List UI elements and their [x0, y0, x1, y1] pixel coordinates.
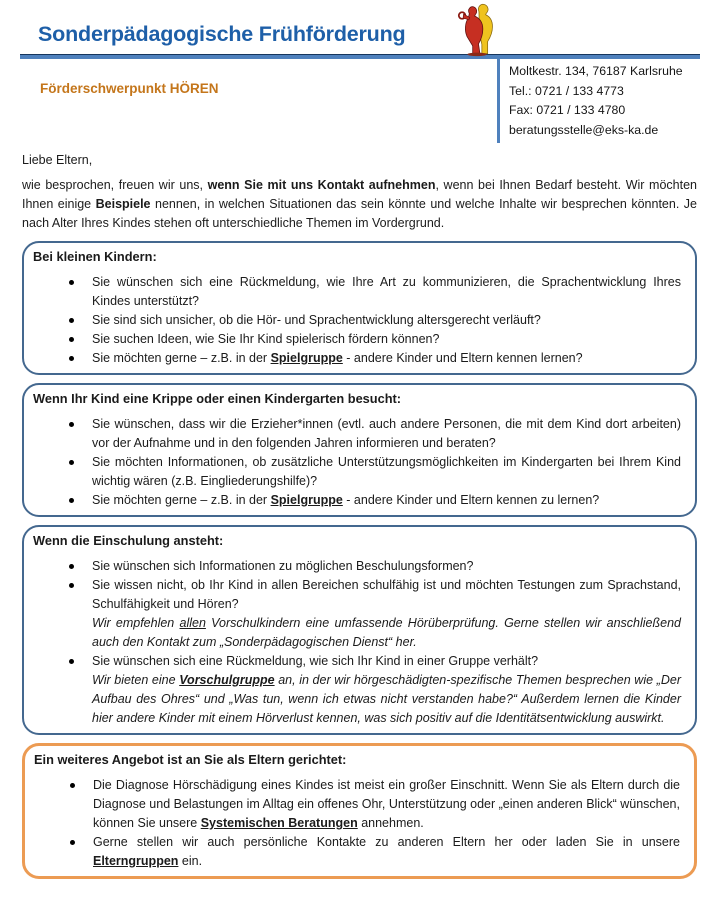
list-item: [67, 330, 681, 349]
letterhead: [0, 0, 710, 145]
section-title: Wenn Ihr Kind eine Krippe oder einen Kindergarten besucht:: [33, 391, 402, 406]
header-sub-row: [0, 59, 710, 145]
bullet-list: [33, 415, 683, 510]
bullet-paragraph: [92, 349, 681, 368]
bullet-paragraph: [92, 453, 681, 491]
text-run: Spielgruppe: [270, 351, 343, 365]
text-run: Sie wünschen sich eine Rückmeldung, wie sich Ihr Kind in einer Gruppe verhält?: [92, 654, 539, 668]
bullet-list: [33, 273, 683, 368]
contact-block: [497, 59, 710, 143]
section-title: Ein weiteres Angebot ist an Sie als Eltern gerichtet:: [34, 752, 347, 767]
salutation: Liebe Eltern,: [22, 153, 93, 167]
contact-tel: Tel.: 0721 / 133 4773: [509, 83, 624, 98]
text-run: Sie möchten gerne – z.B. in der: [92, 351, 271, 365]
text-run: Sie möchten Informationen, ob zusätzliche Unterstützungsmöglichkeiten im Kindergarten bei Ihrem Kind wichtig wären (z.B. Eingliederungshilfe)?: [92, 455, 681, 488]
text-run: Sie suchen Ideen, wie Sie Ihr Kind spielerisch fördern können?: [92, 332, 440, 346]
bullet-icon: [69, 460, 74, 465]
list-item: [68, 776, 680, 833]
section-small-children: [22, 241, 697, 375]
text-run: Wir bieten eine: [92, 673, 180, 687]
bullet-paragraph: [92, 557, 681, 576]
school-logo-icon: [452, 3, 504, 57]
text-run: ein.: [178, 854, 203, 868]
list-item: [67, 557, 681, 576]
text-run: Die Diagnose Hörschädigung eines Kindes ist meist ein großer Einschnitt. Wenn Sie als Eltern durch die Diagnose und Belastungen im Alltag ein offenes Ohr, Unterstützung oder „einen anderen Blick“ wünschen, können Sie unsere: [93, 778, 680, 830]
bullet-paragraph: [93, 833, 680, 871]
list-item: [67, 652, 681, 728]
text-run: Sie wünschen sich eine Rückmeldung, wie Ihre Art zu kommunizieren, die Sprachentwicklung Ihres Kindes unterstützt?: [92, 275, 681, 308]
bullet-paragraph: [93, 776, 680, 833]
text-run: Sie sind sich unsicher, ob die Hör- und Sprachentwicklung altersgerecht verläuft?: [92, 313, 541, 327]
bullet-paragraph: [92, 311, 681, 330]
focus-subtitle: Förderschwerpunkt HÖREN: [40, 81, 219, 96]
intro-paragraph: [22, 176, 697, 233]
section-parents-offer: [22, 743, 697, 879]
list-item: [67, 415, 681, 453]
contact-email: beratungsstelle@eks-ka.de: [509, 122, 659, 137]
text-run: an, in der wir hörgeschädigten-spezifische Themen besprechen wie „Der Aufbau des Ohres“ und „Was tun, wenn ich etwas nicht verstanden habe?“ Außerdem lernen die Kinder hier andere Kinder mit einem Hörverlust kennen, was sich positiv auf die Identitätsentwicklung auswirkt.: [92, 673, 681, 725]
bullet-paragraph: [92, 491, 681, 510]
text-run: Systemischen Beratungen: [200, 816, 358, 830]
text-run: Sie möchten gerne – z.B. in der: [92, 493, 271, 507]
bullet-icon: [69, 318, 74, 323]
text-run: Sie wissen nicht, ob Ihr Kind in allen Bereichen schulfähig ist und möchten Testungen zum Sprachstand, Schulfähigkeit und Hören?: [92, 578, 681, 611]
text-run: annehmen.: [357, 816, 424, 830]
text-run: Vorschulgruppe: [179, 673, 275, 687]
bullet-list: [34, 776, 682, 871]
section-title: Wenn die Einschulung ansteht:: [33, 533, 224, 548]
text-run: - andere Kinder und Eltern kennen zu lernen?: [342, 493, 600, 507]
bullet-list: [33, 557, 683, 728]
text-run: Sie wünschen sich Informationen zu möglichen Beschulungsformen?: [92, 559, 474, 573]
bullet-icon: [69, 356, 74, 361]
text-run: Wir empfehlen: [92, 616, 180, 630]
text-run: , wenn bei Ihnen Bedarf besteht. Wir möchten Ihnen einige: [22, 178, 697, 211]
text-run: wie besprochen, freuen wir uns,: [22, 178, 208, 192]
letter-body: [0, 153, 710, 879]
bullet-paragraph: [92, 273, 681, 311]
bullet-icon: [70, 783, 75, 788]
text-run: - andere Kinder und Eltern kennen lernen?: [342, 351, 583, 365]
text-run: Vorschulkindern eine umfassende Hörüberprüfung. Gerne stellen wir anschließend auch den Kontakt zum „Sonderpädagogischen Dienst“ her.: [92, 616, 681, 649]
text-run: Sie wünschen, dass wir die Erzieher*innen (evtl. auch andere Personen, die mit dem Kind dort arbeiten) vor der Aufnahme und in den folgenden Jahren informieren und beraten?: [92, 417, 681, 450]
list-item: [67, 349, 681, 368]
bullet-icon: [69, 659, 74, 664]
list-item: [67, 311, 681, 330]
list-item: [67, 273, 681, 311]
section-kindergarten: [22, 383, 697, 517]
list-item: [67, 576, 681, 652]
bullet-icon: [69, 422, 74, 427]
bullet-paragraph: [92, 415, 681, 453]
list-item: [68, 833, 680, 871]
text-run: wenn Sie mit uns Kontakt aufnehmen: [207, 178, 436, 192]
text-run: Elterngruppen: [93, 854, 179, 868]
bullet-paragraph: [92, 614, 681, 652]
text-run: Beispiele: [95, 197, 151, 211]
bullet-icon: [69, 337, 74, 342]
bullet-icon: [69, 280, 74, 285]
section-title: Bei kleinen Kindern:: [33, 249, 157, 264]
bullet-icon: [70, 840, 75, 845]
bullet-icon: [69, 564, 74, 569]
bullet-icon: [69, 498, 74, 503]
text-run: Spielgruppe: [270, 493, 343, 507]
bullet-icon: [69, 583, 74, 588]
contact-fax: Fax: 0721 / 133 4780: [509, 103, 626, 117]
text-run: Gerne stellen wir auch persönliche Kontakte zu anderen Eltern her oder laden Sie in unsere: [93, 835, 680, 849]
list-item: [67, 453, 681, 491]
list-item: [67, 491, 681, 510]
contact-address: Moltkestr. 134, 76187 Karlsruhe: [509, 64, 683, 78]
section-school-entry: [22, 525, 697, 735]
bullet-paragraph: [92, 330, 681, 349]
text-run: nennen, in welchen Situationen das sein könnte und welche Inhalte wir besprechen könnten. Je nach Alter Ihres Kindes stehen oft unterschiedliche Themen im Vordergrund.: [22, 197, 697, 230]
bullet-paragraph: [92, 576, 681, 614]
bullet-paragraph: [92, 671, 681, 728]
document-title: Sonderpädagogische Frühförderung: [38, 22, 406, 46]
bullet-paragraph: [92, 652, 681, 671]
text-run: allen: [179, 616, 206, 630]
